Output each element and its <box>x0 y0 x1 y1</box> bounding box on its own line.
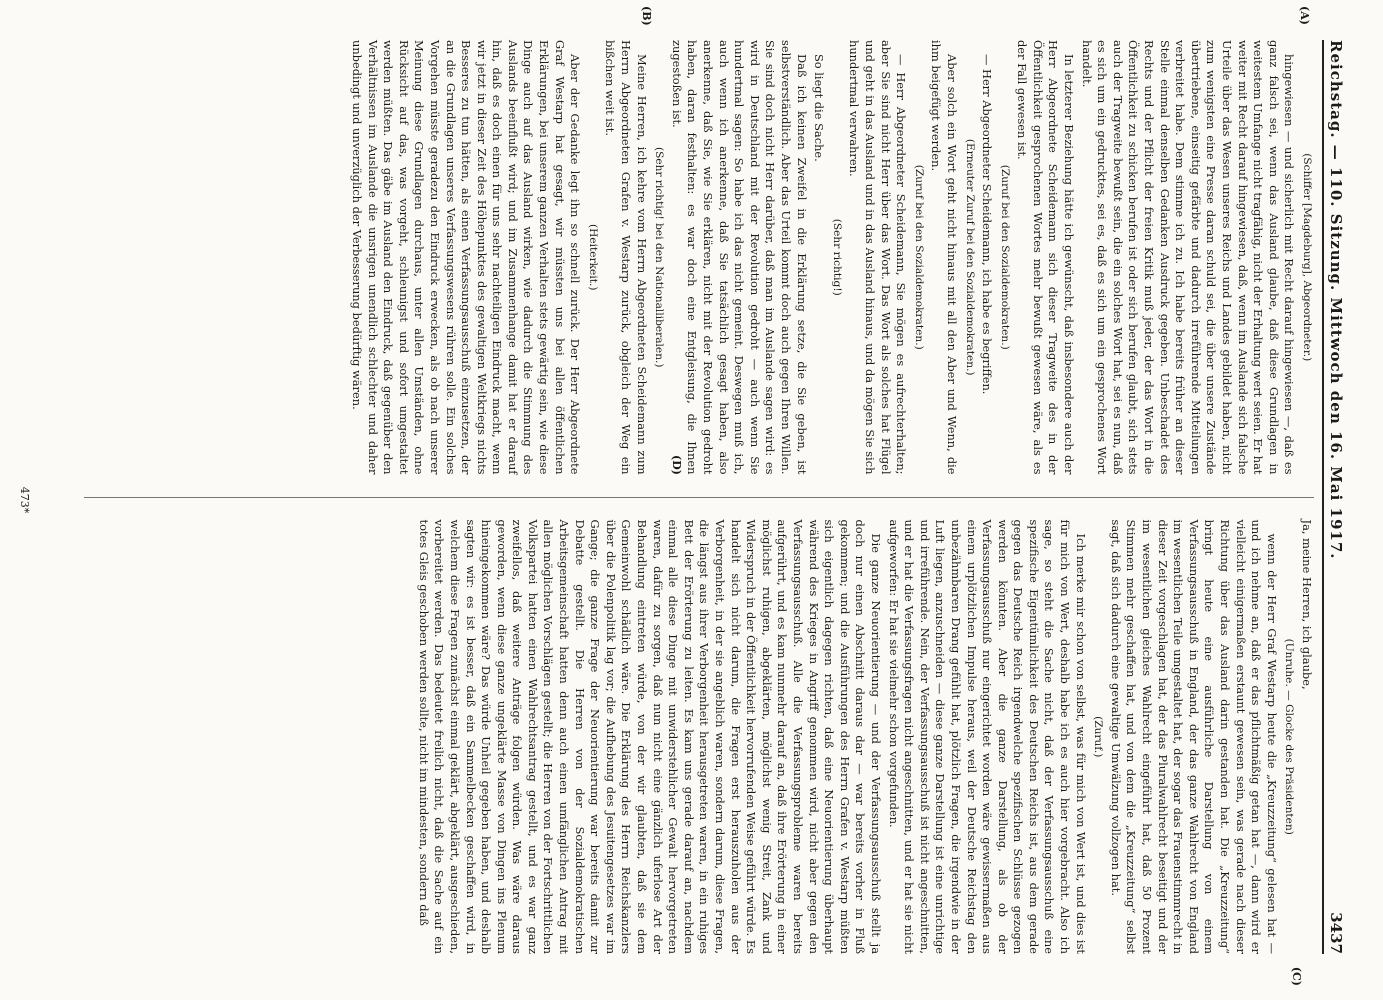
paragraph: So liegt die Sache. <box>812 54 827 162</box>
paragraph: (Unruhe. — Glocke des Präsidenten) <box>1283 638 1296 835</box>
margin-marker-d: (D) <box>670 455 683 475</box>
paragraph: Aber solch ein Wort geht nicht hinaus mit all den Aber und Wenn, die ihm beigefügt werden. <box>929 40 959 475</box>
paragraph: (Sehr richtig!) <box>830 218 843 296</box>
paragraph: (Zuruf bei den Sozialdemokraten.) <box>998 164 1011 350</box>
folio-number: 473* <box>18 486 31 514</box>
paragraph: Die ganze Neuorientierung — und der Verfassungsausschuß stellt ja doch nur einen Abschnitt daraus dar — war bereits vorher in Fluß gekommen; und die Ausführungen des Herrn Grafen v. Westarp müßten sich eigentlich dagegen richten, daß eine Neuorientierung überhaupt während des Krieges in Angriff genommen wird, nicht aber gegen den Verfassungsausschuß. Alle die Verfassungsprobleme waren bereits aufgerührt, und es kam nunmehr darauf an, daß ihre Erörterung in einer möglichst ruhigen, abgeklärten, möglichst wenig Streit, Zank und Widerspruch in der Öffentlichkeit hervorrufenden Weise geführt würde. Es handelt sich nicht darum, die Fragen erst herauszuholen aus der Verborgenheit, in der sie angeblich waren, sondern darum, diese Fragen, die längst aus ihrer Verborgenheit herausgetreten waren, in ein ruhiges Bett der Erörterung zu leiten. Es kam uns gerade darauf an, nachdem einmal alle diese Dinge mit unwiderstehlicher Gewalt hervorgetreten waren, dafür zu sorgen, daß nun nicht eine gänzlich uferlose Art der Behandlung eintreten würde, von der wir glaubten, daß sie dem Gemeinwohl schädlich wäre. Die Erklärung des Herrn Reichskanzlers über die Polenpolitik lag vor; die Aufhebung des Jesuitengesetzes war im Gange; die ganze Frage der Neuorientierung war bereits damit zur Debatte gestellt. Die Herren von der Sozialdemokratischen Arbeitsgemeinschaft hatten denn auch einen umfänglichen Antrag mit allen möglichen Vorschlägen gestellt; die Herren von der Fortschrittlichen Volkspartei hatten einen Wahlrechtsantrag gestellt, und es war ganz zweifellos, daß weitere Anträge folgen würden. Was wäre daraus geworden, wenn diese ganze ungeklärte Masse von Dingen ins Plenum hineingekommen wäre? Das würde Unheil gegeben haben, und deshalb sagten wir: es ist besser, daß ein Sammelbecken geschaffen wird, in welchem diese Fragen zunächst einmal geklärt, abgeklärt, ausgeschieden, vorbereitet werden. Das bedeutet freilich nicht, daß die Sache auf ein totes Gleis geschoben werden sollte, nicht im mindesten, sondern daß <box>416 519 883 954</box>
left-column <box>84 6 1314 475</box>
paragraph: (Heiterkeit.) <box>586 224 599 291</box>
page-header <box>1322 40 1345 954</box>
paragraph: Daß ich keinen Zweifel in die Erklärung setze, die Sie geben, ist selbstverständlich. Aber das Urteil kommt doch auch gegen Ihren Willen. Sie sind doch nicht Herr darüber, daß man im Auslande sagen wird: es wird in Deutschland mit der Revolution gedroht — auch wenn Sie hundertmal sagen: So habe ich das nicht gemeint. Deswegen muß ich, auch wenn ich anerkenne, daß Sie tatsächlich gesagt haben, also anerkenne, daß Sie, wie Sie erklären, nicht mit der Revolution gedroht haben, daran festhalten: es war doch eine Entgleisung, die Ihnen zugestoßen ist. <box>669 40 809 475</box>
margin-marker-a: (A) <box>1298 6 1311 25</box>
page-number: 3437 <box>1327 912 1345 954</box>
text-columns <box>84 6 1314 954</box>
right-column <box>84 520 1314 955</box>
margin-marker-c: (C) <box>1290 966 1303 986</box>
paragraph: Aber der Gedanke legt ihn so schnell zurück. Der Herr Abgeordnete Graf Westarp hat gesagt, wir müssten uns bei allen öffentlichen Erklärungen, bei unserem ganzen Verhalten stets gewärtig sein, wie diese Dinge auch auf das Ausland wirken, wie dadurch die Stimmung des Auslands beeinflußt wird; und im Zusammenhange damit hat er darauf hin, daß es doch einen für uns sehr nachteiligen Eindruck macht, wenn wir jetzt in dieser Zeit des Höhepunktes des gewaltigen Weltkriegs nichts Besseres zu tun hätten, als einen Verfassungsausschuß einzusetzen, der an die Grundlagen unseres Verfassungswesens rühren solle. Ein solches Vorgehen müsste geradezu den Eindruck erwecken, als ob nach unserer Meinung diese Grundlagen durchaus, unter allen Umständen, ohne Rücksicht auf das, was vorgeht, schleunigst und sofort umgestaltet werden müßten. Das gäbe im Ausland den Eindruck, daß gegenüber den Verhältnissen im Auslande die unsrigen unendlich schlechter und daher unbedingt und unverzüglich der Verbesserung bedürftig wären. <box>349 40 583 475</box>
paragraph: wenn der Herr Graf Westarp heute die „Kreuzzeitung“ gelesen hat — und ich nehme an, daß er das pflichtmäßig getan hat —, dann wird er vielleicht einigermaßen erstaunt gewesen sein, was gerade nach dieser Richtung über das Ausland darin gestanden hat. Die „Kreuzzeitung“ bringt heute eine ausführliche Darstellung von einem Verfassungsausschuß in England, der das ganze Wahlrecht von England im wesentlichen Teile umgestaltet hat, der sogar das Frauenstimmrecht in dieser Zeit vorgeschlagen hat, der das Pluralwahlrecht beseitigt und der im wesentlichen gleiches Wahlrecht eingeführt hat, daß 50 Prozent Stimmen mehr geschaffen hat, und von dem die „Kreuzzeitung“ selbst sagt, daß sich dadurch eine gewaltige Umwälzung vollzogen hat. <box>1108 519 1279 954</box>
paragraph: — Herr Abgeordneter Scheidemann, Sie mögen es aufrechterhalten; aber Sie sind nicht Herr über das Wort. Das Wort als solches hat Flügel und geht in das Ausland und in das Ausland hinaus, und da mögen Sie sich hundertmal verwahren. <box>847 40 909 475</box>
paragraph: In letzterer Beziehung hätte ich gewünscht, daß insbesondere auch der Herr Abgeordnete Scheidemann sich dieser Tragweite des in der Öffentlichkeit gesprochenen Wortes mehr bewußt gewesen wäre, als es der Fall gewesen ist. <box>1015 40 1077 475</box>
header-title: Reichstag. — 110. Sitzung. Mittwoch den 16. Mai 1917. <box>1327 40 1345 560</box>
paragraph: (Schiffer [Magdeburg], Abgeordneter.) <box>1301 153 1313 362</box>
column-divider <box>84 497 1314 498</box>
paragraph: — Herr Abgeordneter Scheidemann, ich habe es begriffen. <box>980 54 995 395</box>
paragraph: (Zuruf bei den Sozialdemokraten.) <box>912 164 925 350</box>
margin-marker-b: (B) <box>640 6 653 26</box>
paragraph: Meine Herren, ich kehre vom Herrn Abgeordneten Scheidemann zum Herrn Abgeordneten Grafen v. Westarp zurück, obgleich der Weg ein bißchen weit ist. <box>603 40 649 475</box>
paragraph: (Sehr richtig! bei den Nationalliberalen.) <box>653 146 666 368</box>
paragraph: Ich merke mir schon von selbst, was für mich von Wert ist, und dies ist für mich von Wert, deshalb habe ich es auch hier vorgebracht. Also ich sage, so steht die Sache nicht, daß der Verfassungsausschuß eine spezifische Eigentümlichkeit des Deutschen Reichs ist, aus dem gerade gegen das Deutsche Reich irgendwelche spezifischen Schlüsse gezogen werden könnten. Aber die ganze Darstellung, als ob der Verfassungsausschuß nur eingerichtet worden wäre gewissermaßen aus einem urplötzlichen Impulse heraus, weil der Deutsche Reichstag den unbezähmbaren Drang gefühlt hat, plötzlich Fragen, die irgendwie in der Luft liegen, anzuschneiden — diese ganze Darstellung ist eine unrichtige und irreführende. Nein, der Verfassungsausschuß ist nicht angeschnitten, und er hat die Verfassungsfragen nicht angeschnitten, und er hat sie nicht aufgeworfen: Er hat sie vielmehr schon vorgefunden. <box>886 519 1088 954</box>
paragraph: Ja, meine Herren, ich glaube, <box>1300 519 1314 690</box>
paragraph: (Zuruf.) <box>1092 716 1105 758</box>
paragraph: hingewiesen — und sicherlich mit Recht darauf hingewiesen —, daß es ganz falsch sei, wenn das Ausland glaube, daß diese Grundlagen in weitestem Umfange nicht tragfähig, nicht der Erhaltung wert seien. Er hat weiter mit Recht darauf hingewiesen, daß, wenn im Auslande sich falsche Urteile über das Wesen unseres Reichs und Landes gebildet haben, nicht zum wenigsten eine Presse daran schuld sei, die über unsere Zustände übertriebene, einseitig gefärbte und dadurch irreführende Mitteilungen verbreitet habe. Dem stimme ich zu. Ich habe bereits früher an dieser Stelle einmal denselben Gedanken Ausdruck gegeben. Unbeschadet des Rechts und der Pflicht der freien Kritik muß jeder, der das Wort in die Öffentlichkeit zu schicken berufen ist oder sich berufen glaubt, sich stets auch der Tragweite bewußt sein, die ein solches Wort hat, sei es nun, daß es sich um ein gedrucktes, sei es, daß es sich um ein gesprochenes Wort handelt. <box>1079 40 1297 475</box>
paragraph: (Erneuter Zuruf bei den Sozialdemokraten.) <box>963 138 976 376</box>
